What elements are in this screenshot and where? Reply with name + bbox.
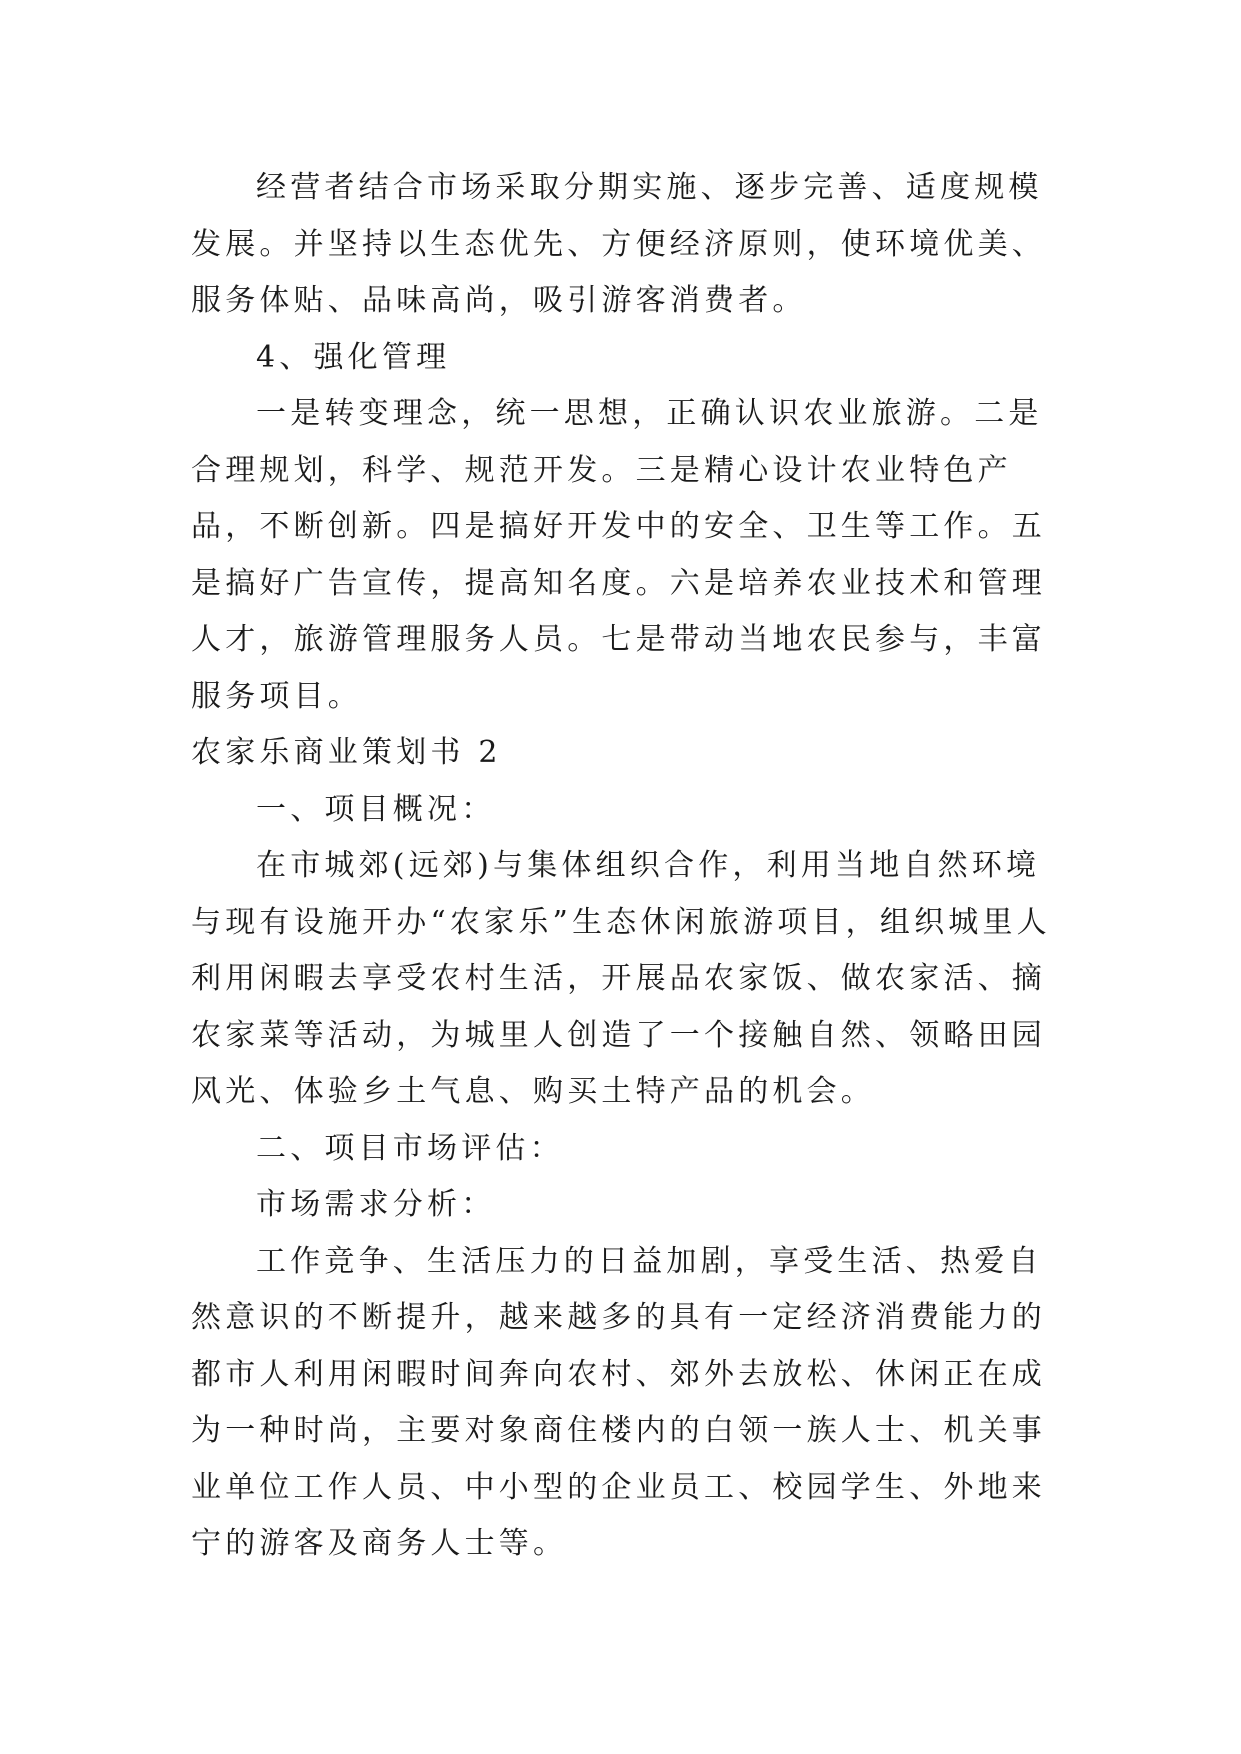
paragraph-project-overview: 在市城郊(远郊)与集体组织合作，利用当地自然环境与现有设施开办“农家乐”生态休闲旅游项目，组织城里人利用闲暇去享受农村生活，开展品农家饭、做农家活、摘农家菜等活动，为城里人创造了一个接触自然、领略田园风光、体验乡土气息、购买土特产品的机会。	[191, 848, 1051, 1109]
document-body	[191, 160, 1071, 1573]
paragraph-management-measures: 一是转变理念，统一思想，正确认识农业旅游。二是合理规划，科学、规范开发。三是精心设计农业特色产品，不断创新。四是搞好开发中的安全、卫生等工作。五是搞好广告宣传，提高知名度。六是培养农业技术和管理人才，旅游管理服务人员。七是带动当地农民参与，丰富服务项目。	[191, 396, 1046, 714]
section-heading-strengthen-management: 4、强化管理	[256, 339, 451, 375]
document-title-business-plan-2: 农家乐商业策划书 2	[191, 735, 502, 770]
paragraph-market-demand: 工作竞争、生活压力的日益加剧，享受生活、热爱自然意识的不断提升，越来越多的具有一定经济消费能力的都市人利用闲暇时间奔向农村、郊外去放松、休闲正在成为一种时尚，主要对象商住楼内的白领一族人士、机关事业单位工作人员、中小型的企业员工、校园学生、外地来宁的游客及商务人士等。	[191, 1243, 1046, 1561]
section-heading-market-assessment: 二、项目市场评估：	[256, 1130, 564, 1166]
section-heading-project-overview: 一、项目概况：	[256, 791, 496, 827]
subheading-market-demand: 市场需求分析：	[256, 1187, 496, 1222]
paragraph-development-approach: 经营者结合市场采取分期实施、逐步完善、适度规模发展。并坚持以生态优先、方便经济原则，使环境优美、服务体贴、品味高尚，吸引游客消费者。	[191, 170, 1046, 318]
